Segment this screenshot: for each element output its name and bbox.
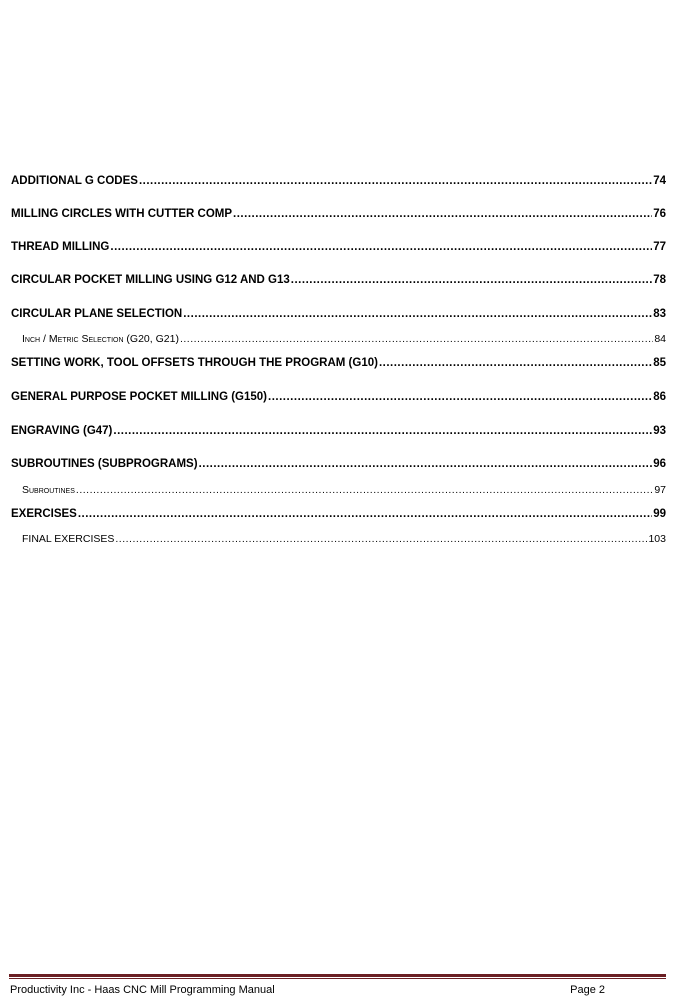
footer-divider-thin [9,978,666,979]
toc-leader-dots [233,207,652,221]
toc-entry-engraving[interactable] [11,424,666,438]
toc-entry-circular-plane-selection[interactable] [11,307,666,321]
toc-entry-title: SETTING WORK, TOOL OFFSETS THROUGH THE PROGRAM (G10) [11,357,378,369]
table-of-contents [11,0,666,600]
toc-entry-title: THREAD MILLING [11,241,110,253]
toc-entry-title: EXERCISES [11,508,77,520]
toc-entry-page: 96 [653,458,666,470]
toc-entry-inch-metric-selection[interactable] [22,332,666,346]
toc-entry-page: 84 [654,333,666,345]
toc-entry-title: Inch / Metric Selection (G20, G21) [22,333,179,345]
toc-leader-dots [379,356,652,370]
toc-entry-page: 103 [648,533,666,545]
toc-entry-page: 83 [653,308,666,320]
toc-entry-general-purpose-pocket-milling[interactable] [11,390,666,404]
toc-entry-title: MILLING CIRCLES WITH CUTTER COMP [11,208,233,220]
toc-leader-dots [115,532,647,546]
toc-entry-page: 99 [653,508,666,520]
toc-entry-subroutines-subprograms[interactable] [11,457,666,471]
toc-leader-dots [268,390,652,404]
toc-entry-title: Subroutines [22,484,75,496]
toc-entry-thread-milling[interactable] [11,240,666,254]
toc-entry-page: 74 [653,175,666,187]
toc-entry-title: ENGRAVING (G47) [11,425,113,437]
toc-entry-milling-circles[interactable] [11,207,666,221]
toc-entry-final-exercises[interactable] [22,532,666,546]
toc-entry-page: 86 [653,391,666,403]
toc-leader-dots [78,507,652,521]
footer-manual-title: Productivity Inc - Haas CNC Mill Programming Manual [10,984,275,996]
toc-entry-page: 78 [653,274,666,286]
toc-leader-dots [110,240,652,254]
toc-entry-subroutines[interactable] [22,483,666,497]
toc-leader-dots [199,457,653,471]
toc-leader-dots [183,307,652,321]
toc-entry-title: CIRCULAR PLANE SELECTION [11,308,183,320]
toc-entry-setting-work-tool-offsets[interactable] [11,356,666,370]
toc-entry-page: 93 [653,425,666,437]
toc-entry-page: 76 [653,208,666,220]
footer-divider [9,974,666,977]
toc-entry-exercises[interactable] [11,507,666,521]
toc-leader-dots [291,273,652,287]
toc-leader-dots [180,332,653,346]
toc-leader-dots [76,483,653,497]
toc-leader-dots [113,424,652,438]
toc-entry-title: SUBROUTINES (SUBPROGRAMS) [11,458,198,470]
toc-entry-title: FINAL EXERCISES [22,533,115,545]
toc-entry-additional-g-codes[interactable] [11,174,666,188]
toc-entry-circular-pocket-milling[interactable] [11,273,666,287]
toc-entry-page: 77 [653,241,666,253]
toc-leader-dots [139,174,652,188]
footer-page-number: Page 2 [570,984,605,996]
toc-entry-title: GENERAL PURPOSE POCKET MILLING (G150) [11,391,268,403]
toc-entry-page: 97 [654,484,666,496]
toc-entry-title: ADDITIONAL G CODES [11,175,138,187]
toc-entry-page: 85 [653,357,666,369]
toc-entry-title: CIRCULAR POCKET MILLING USING G12 AND G13 [11,274,290,286]
